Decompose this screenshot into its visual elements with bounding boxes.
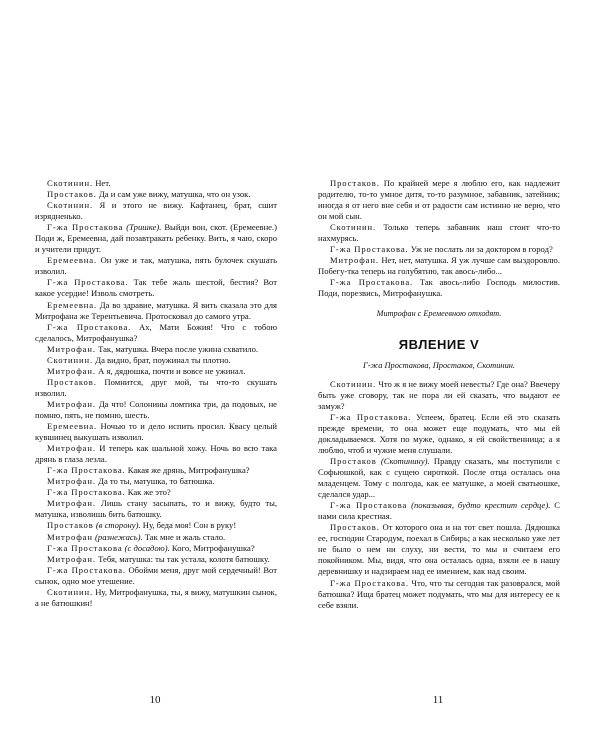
line-text: Ну, беда моя! Сон в руку! [140,520,237,531]
line-text: Правду сказать, мы поступили с Софьюшкой, как с сущею сироткой. После отца осталась она младенцем. Тому с полгода, как ее матушке, а моей сватьюшке, сделался удар... [318,455,560,500]
page-number-left: 10 [149,694,161,706]
line-text: Лишь стану засыпать, то и вижу, будто ты, матушка, изволишь бить батюшку. [35,498,277,520]
speaker-name: Скотинин. [330,378,377,389]
dialogue-line [35,222,277,255]
speaker-name: Г-жа Простакова. [47,277,129,288]
speaker-name: Митрофан. [47,553,96,564]
line-text: Что ж я не вижу моей невесты? Где она? Ввечеру быть уже сговору, так не пора ли ей сказать, что выдают ее замуж? [318,378,560,411]
speaker-name: Г-жа Простакова [330,500,408,511]
scene-cast: Г-жа Простакова, Простаков, Скотинин. [362,360,516,370]
speaker-name: Скотинин. [330,222,377,233]
speaker-name: Простаков [330,455,377,466]
dialogue-line [35,322,277,344]
dialogue-line [35,300,277,322]
speaker-name: Г-жа Простакова [47,542,123,553]
line-text: Так тебе жаль шестой, бестия? Вот какое усердие! Изволь смотреть. [35,277,277,299]
speaker-name: Г-жа Простакова. [330,277,414,288]
speaker-name: Митрофан. [47,398,96,409]
line-text: Только теперь забавник наш стоит что-то нахмурясь. [318,222,560,244]
line-text: Так мне и жаль стало. [142,531,226,542]
dialogue-line [35,554,277,565]
left-page [35,178,277,609]
dialogue-line [35,465,277,476]
line-text: Успеем, братец. Если ей это сказать прежде времени, то она может еще подумать, что мы ей докладываемся. Хотя по муже, однако, я ей свойственница; а я люблю, чтоб и чужие меня слушали. [318,411,561,455]
dialogue-line [35,543,277,554]
speaker-name: Митрофан. [47,476,96,487]
stage-direction: (в сторону). [93,520,141,531]
line-text: Как же это? [125,487,171,498]
line-text: Ах, Мати Божия! Что с тобою сделалось, Митрофанушка? [35,321,277,343]
dialogue-line [318,277,560,299]
line-text: А я, дядюшка, почти и вовсе не ужинал. [95,365,246,376]
right-page-text-bottom [318,379,560,611]
dialogue-line [35,498,277,520]
dialogue-line [35,487,277,498]
line-text: Помнится, друг мой, ты что-то скушать изволил. [35,376,277,398]
speaker-name: Скотинин. [47,200,94,211]
speaker-name: Г-жа Простакова. [47,487,126,498]
line-text: Ну, Митрофанушка, ты, я вижу, матушкин сынок, а не батюшкин! [35,586,278,608]
dialogue-line [35,200,277,222]
scene-heading: ЯВЛЕНИЕ V [398,336,480,352]
speaker-name: Митрофан. [47,365,96,376]
dialogue-line [318,578,560,611]
line-text: Да то ты, матушка, то батюшка. [95,476,215,487]
speaker-name: Г-жа Простакова. [47,465,126,476]
dialogue-line [318,500,560,522]
speaker-name: Еремеевна. [47,255,98,266]
line-text: Что, что ты сегодня так разоврался, мой батюшка? Ища братец может подумать, что мы для интересу ее к себе взяли. [318,577,560,610]
dialogue-line [35,178,277,189]
speaker-name: Простаков. [330,522,380,533]
dialogue-line [35,532,277,543]
line-text: С нами сила крестная. [318,500,560,522]
dialogue-line [318,255,560,277]
line-text: Уж не послать ли за доктором в город? [408,244,553,255]
speaker-name: Простаков. [47,376,97,387]
stage-direction: (Скотинину). [376,455,430,466]
stage-direction-exit: Митрофан с Еремеевною отходят. [376,308,502,318]
line-text: По крайней мере я люблю его, как надлежит родителю, то-то умное дитя, то-то разумное, забавник, затейник; иногда я от него вне себя и от радости сам истинно не верю, что он мой сын. [318,178,560,222]
dialogue-line [35,277,277,299]
speaker-name: Еремеевна. [47,299,98,310]
speaker-name: Г-жа Простакова. [330,577,409,588]
dialogue-line [35,587,277,609]
dialogue-line [35,399,277,421]
dialogue-line [318,222,560,244]
dialogue-line [35,355,277,366]
speaker-name: Простаков [47,520,94,531]
stage-direction: (разнежась). [92,531,143,542]
line-text: Нет. [93,178,111,188]
line-text: Да и сам уже вижу, матушка, что он узок. [96,189,251,200]
line-text: Так авось-либо Господь милостив. Поди, порезвись, Митрофанушка. [318,277,560,299]
page-number-right: 11 [432,694,444,706]
line-text: И теперь как шальной хожу. Ночь во всю така дрянь в глаза лезла. [35,443,277,465]
line-text: Тебя, матушка: ты так устала, колотя батюшку. [95,553,270,564]
speaker-name: Г-жа Простакова [47,222,124,233]
speaker-name: Еремеевна. [47,421,98,432]
line-text: Ночью то и дело испить просил. Квасу целый кувшинец выкушать изволил. [35,421,277,443]
dialogue-line [318,456,560,500]
dialogue-line [35,366,277,377]
speaker-name: Скотинин. [47,178,94,188]
dialogue-line [35,565,277,587]
stage-direction: (с досадою). [122,542,170,553]
speaker-name: Митрофан. [47,443,96,454]
speaker-name: Простаков. [47,189,97,200]
stage-direction: (Тришке). [123,222,162,233]
dialogue-line [318,412,560,456]
speaker-name: Г-жа Простакова. [330,411,412,422]
dialogue-line [35,344,277,355]
line-text: Какая же дрянь, Митрофанушка? [125,465,250,476]
dialogue-line [35,520,277,531]
speaker-name: Митрофан. [47,343,96,354]
stage-direction: (показывая, будто крестит сердце). [407,500,551,511]
speaker-name: Скотинин. [47,586,94,597]
line-text: Так, матушка. Вчера после ужина схватило. [95,343,259,354]
dialogue-line [35,476,277,487]
speaker-name: Г-жа Простакова. [47,321,132,332]
line-text: Да во здравие, матушка. Я вить сказала это для Митрофана же Терентьевича. Протосковал до самого утра. [35,299,277,321]
speaker-name: Скотинин. [47,354,94,365]
speaker-name: Митрофан [47,531,93,542]
line-text: Да что! Солонины ломтика три, да подовых, не помню, пять, не помню, шесть. [35,398,277,420]
line-text: Он уже и так, матушка, пять булочек скушать изволил. [35,255,277,277]
dialogue-line [35,377,277,399]
dialogue-line [318,522,560,577]
speaker-name: Митрофан. [330,255,379,266]
speaker-name: Митрофан. [47,498,96,509]
dialogue-line [318,379,560,412]
right-page-text-top [318,178,560,300]
line-text: Кого, Митрофанушка? [169,542,255,553]
line-text: Да видно, брат, поужинал ты плотно. [93,354,231,365]
dialogue-line [318,244,560,255]
line-text: Обойми меня, друг мой сердечный! Вот сынок, одно мое утешение. [35,564,277,586]
dialogue-line [35,189,277,200]
right-page [318,178,560,611]
left-page-text [35,178,277,609]
line-text: Я и этого не вижу. Кафтанец, брат, сшит изрядненько. [35,200,277,222]
dialogue-line [35,255,277,277]
speaker-name: Простаков. [330,178,380,188]
line-text: От которого она и на тот свет пошла. Дядюшка ее, господин Стародум, поехал в Сибирь; а как несколько уже лет не было о нем ни слуху, ни вести, то мы и считаем его покойником. Мы, видя, что она осталась одна, взяли ее в нашу деревнишку и надзираем над ее имением, как над своим. [318,522,560,577]
dialogue-line [318,178,560,222]
dialogue-line [35,421,277,443]
line-text: Выйди вон, скот. (Еремеевне.) Поди ж, Еремеевна, дай позавтракать ребенку. Вить, я чаю, скоро и учители придут. [35,222,277,255]
dialogue-line [35,443,277,465]
speaker-name: Г-жа Простакова. [330,244,409,255]
line-text: Нет, нет, матушка. Я уж лучше сам выздоровлю. Побегу-тка теперь на голубятню, так авось-либо... [318,255,560,277]
speaker-name: Г-жа Простакова. [47,564,126,575]
